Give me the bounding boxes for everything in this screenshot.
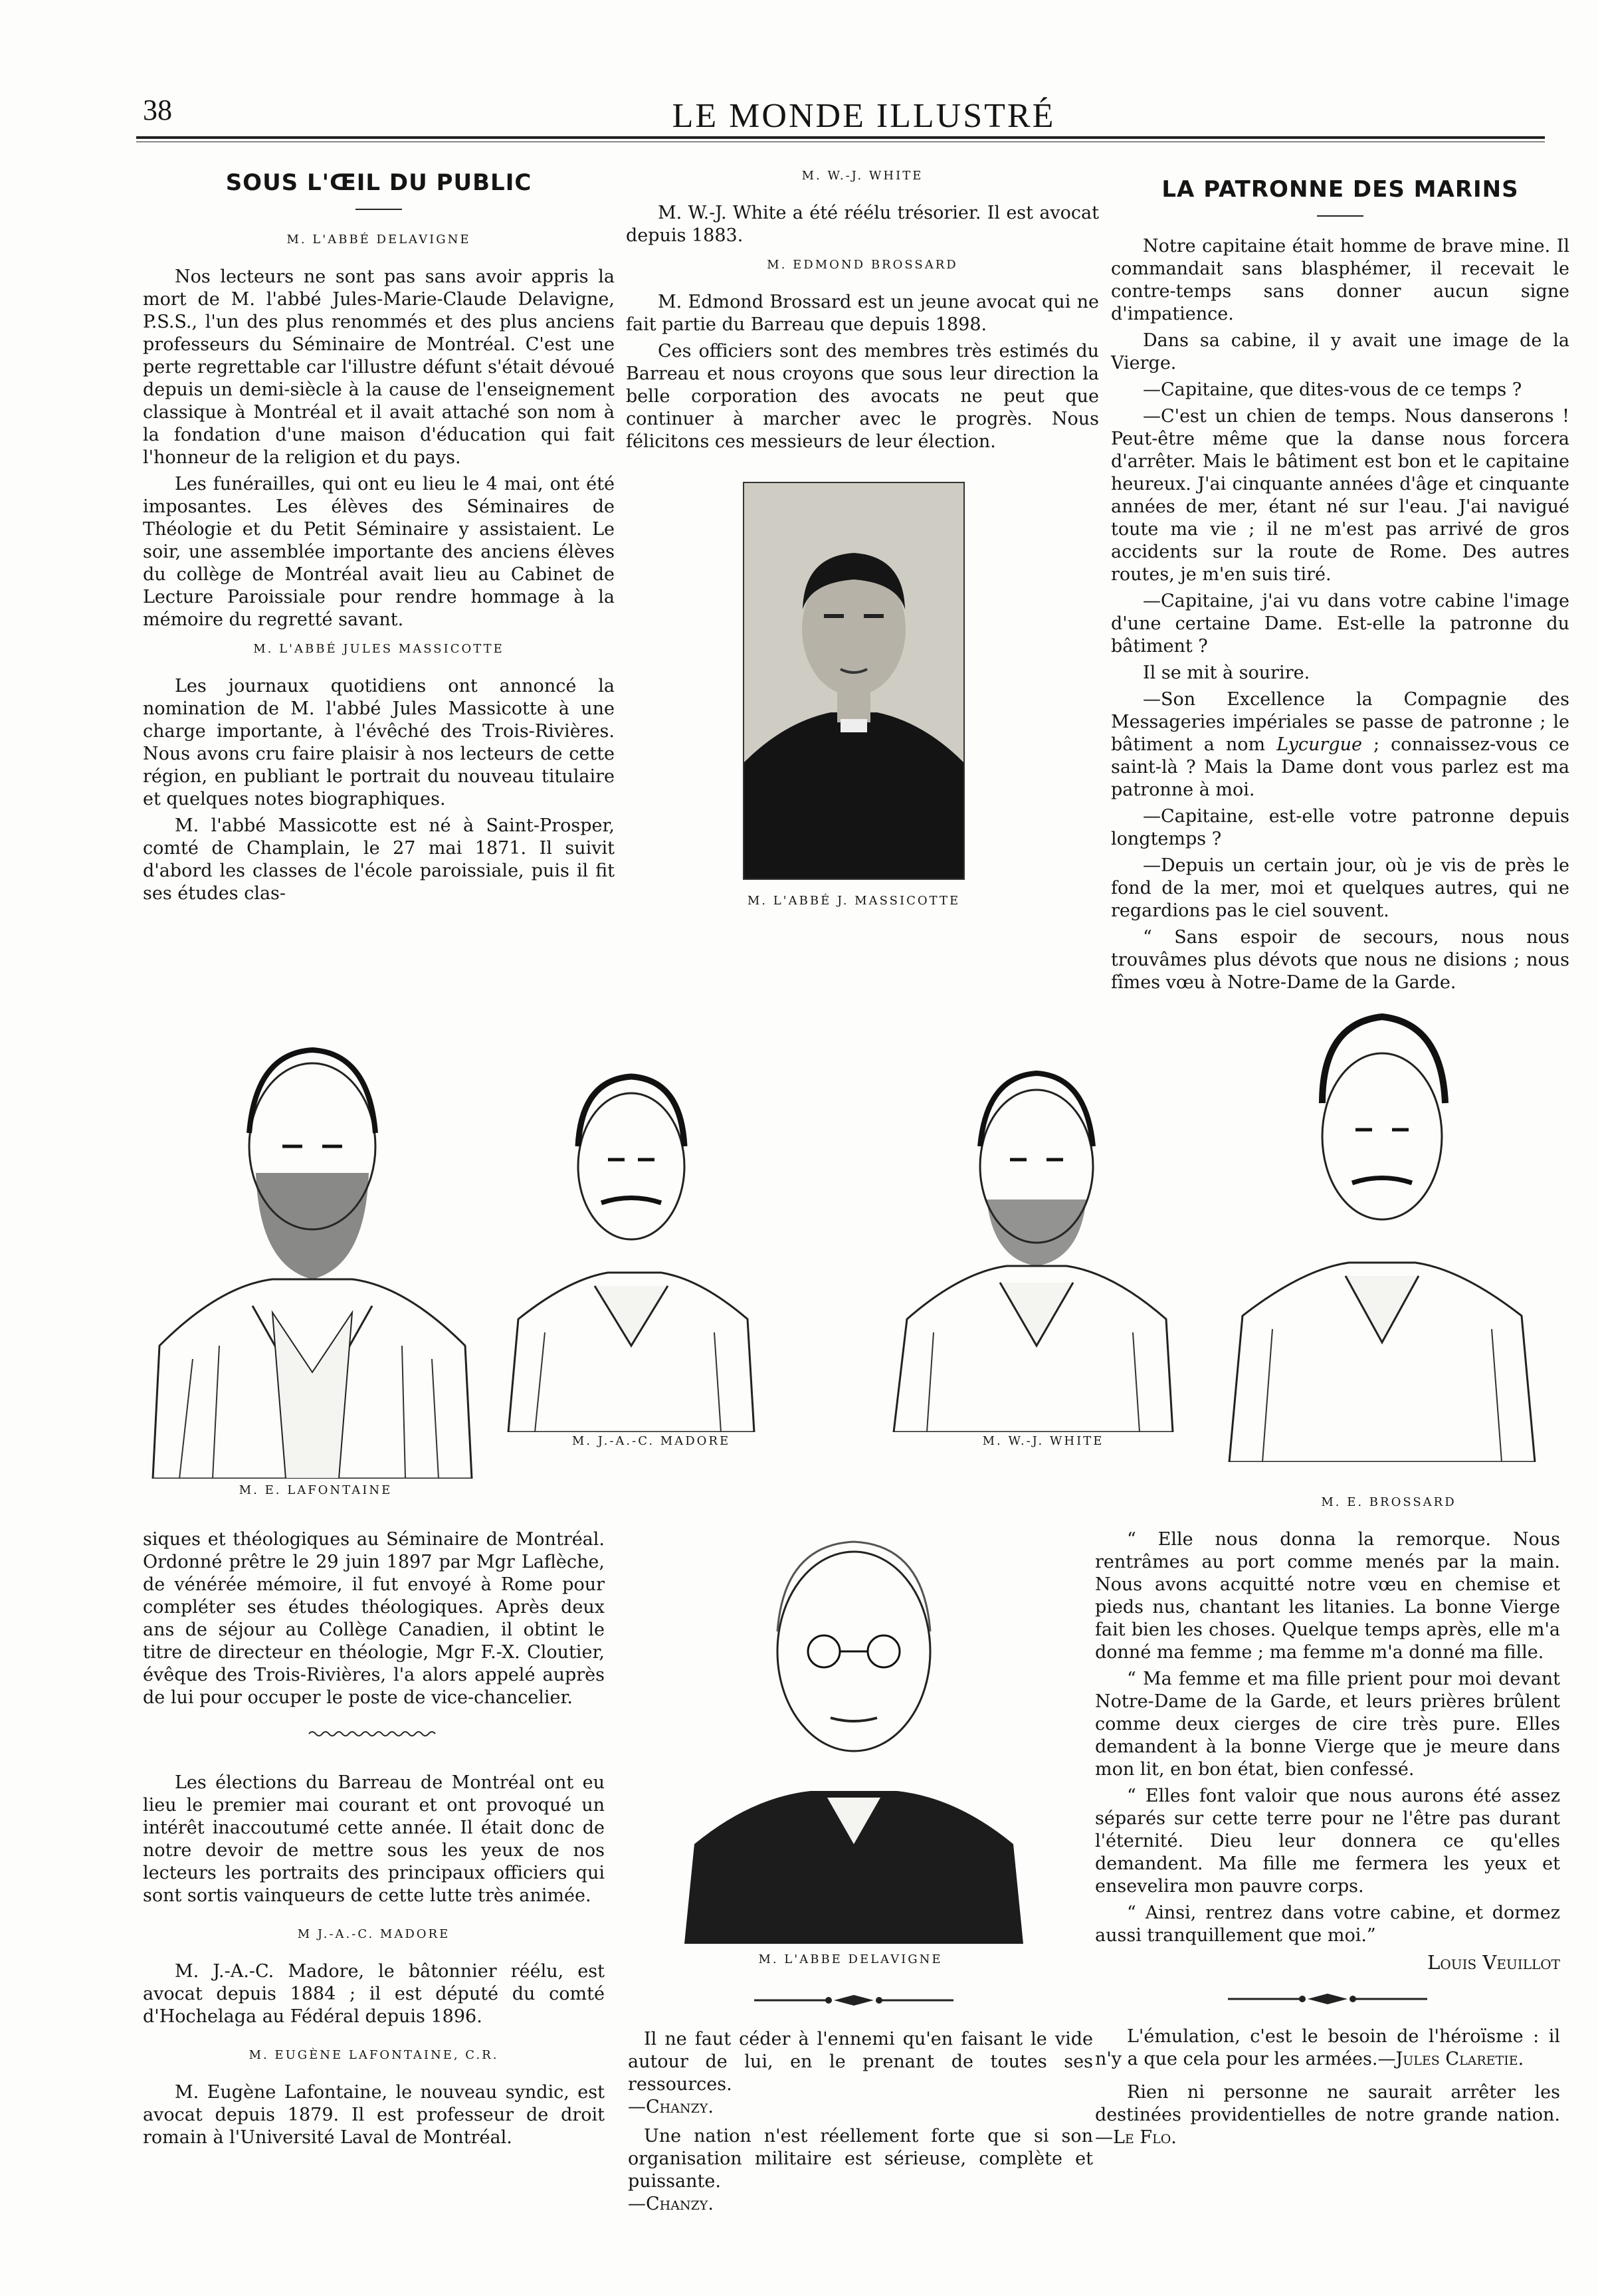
caption-madore: M. J.-A.-C. MADORE [571, 1434, 731, 1448]
left-column-top [143, 171, 615, 909]
quote-author: —Le Flo. [1095, 2127, 1177, 2148]
subhead-brossard: M. EDMOND BROSSARD [767, 258, 958, 272]
paragraph: Nos lecteurs ne sont pas sans avoir appris la mort de M. l'abbé Jules-Marie-Claude Delavigne, P.S.S., l'un des plus renommés et des plus anciens professeurs du Séminaire de Montréal. C'est une perte regrettable car l'illustre défunt s'était dévoué depuis un demi-siècle à la cause de l'enseignement classique à Montréal et il avait attaché son nom à la fondation d'une maison d'éducation qui fait l'honneur de la religion et du pays. [143, 266, 615, 468]
quote-author: —Jules Claretie. [1377, 2049, 1524, 2069]
subhead-delavigne: M. L'ABBÉ DELAVIGNE [286, 233, 471, 247]
caption-white: M. W.-J. WHITE [982, 1434, 1104, 1448]
signature-veuillot: Louis Veuillot [1427, 1951, 1560, 1974]
caption-lafontaine: M. E. LAFONTAINE [239, 1483, 393, 1497]
paragraph: Les funérailles, qui ont eu lieu le 4 mai, ont été imposantes. Les élèves des Séminaires de Théologie et du Petit Séminaire y assistaient. Le soir, une assemblée importante des anciens élèves du collège de Montréal avait lieu au Cabinet de Lecture Paroissiale pour rendre hommage à la mémoire du regretté savant. [143, 474, 615, 630]
paragraph: —Depuis un certain jour, où je vis de près le fond de la mer, moi et quelques autres, qui ne regardions pas le ciel souvent. [1111, 855, 1569, 921]
quote-author: —Chanzy. [628, 2194, 714, 2214]
paragraph: Les journaux quotidiens ont annoncé la nomination de M. l'abbé Jules Massicotte à une charge importante, à l'évêché des Trois-Rivières. Nous avons cru faire plaisir à nos lecteurs de cette région, en publiant le portrait du nouveau titulaire et quelques notes biographiques. [143, 676, 615, 809]
ornament-divider [1095, 1992, 1560, 2006]
paragraph: Ces officiers sont des membres très estimés du Barreau et nous croyons que sous leur direction la belle corporation des avocats ne peut que continuer à marcher avec le progrès. Nous félicitons ces messieurs de leur élection. [626, 341, 1099, 452]
section-title-sous-loeil: SOUS L'ŒIL DU PUBLIC [225, 169, 532, 196]
paragraph: M. Edmond Brossard est un jeune avocat qui ne fait partie du Barreau que depuis 1898. [626, 292, 1099, 335]
paragraph: M. W.-J. White a été réélu trésorier. Il est avocat depuis 1883. [626, 203, 1099, 246]
portrait-brossard [1223, 970, 1542, 1462]
section-title-patronne: LA PATRONNE DES MARINS [1161, 176, 1519, 203]
wavy-divider [143, 1729, 605, 1738]
paragraph: —C'est un chien de temps. Nous danserons ! Peut-être même que la danse nous forcera d'arrêter. Mais le bâtiment est bon et le capitaine heureux. J'ai cinquante années d'âge et cinquante années de mer, étant né sur l'eau. J'ai navigué toute ma vie ; il ne m'est pas arrivé de gros accidents sur la route de Rome. Des autres routes, je m'en suis tiré. [1111, 406, 1569, 585]
subhead-madore: M J.-A.-C. MADORE [297, 1927, 450, 1941]
paragraph: “ Sans espoir de secours, nous nous trouvâmes plus dévots que nous ne disions ; nous fîmes vœu à Notre-Dame de la Garde. [1111, 927, 1569, 993]
quote-author: —Chanzy. [628, 2097, 714, 2117]
header-rule [136, 136, 1545, 139]
portrait-white [887, 1027, 1179, 1432]
subhead-lafontaine: M. EUGÈNE LAFONTAINE, C.R. [249, 2048, 499, 2062]
right-column-top [1111, 178, 1569, 998]
title-underline [355, 209, 402, 210]
middle-quotes [628, 2028, 1093, 2220]
paragraph: —Capitaine, que dites-vous de ce temps ? [1143, 379, 1522, 400]
paragraph: —Capitaine, j'ai vu dans votre cabine l'image d'une certaine Dame. Est-elle la patronne du bâtiment ? [1111, 591, 1569, 657]
quote: Rien ni personne ne saurait arrêter les destinées providentielles de notre grande nation.—Le Flo. [1095, 2082, 1560, 2148]
caption-massicotte: M. L'ABBÉ J. MASSICOTTE [747, 894, 961, 908]
paragraph: Il se mit à sourire. [1143, 663, 1310, 683]
masthead-title: LE MONDE ILLUSTRÉ [672, 97, 1056, 135]
caption-delavigne: M. L'ABBE DELAVIGNE [758, 1952, 943, 1966]
paragraph: “ Elles font valoir que nous aurons été assez séparés sur cette terre pour ne l'être pas durant l'éternité. Dieu leur donnera ce qu'elles demandent. Ma fille me fermera les yeux et ensevelira mon pauvre corps. [1095, 1786, 1560, 1897]
right-column-bottom [1095, 1528, 1560, 2153]
paragraph: “ Ainsi, rentrez dans votre cabine, et dormez aussi tranquillement que moi.” [1095, 1903, 1560, 1946]
paragraph: M. J.-A.-C. Madore, le bâtonnier réélu, est avocat depuis 1884 ; il est député du comté d'Hochelaga au Fédéral depuis 1896. [143, 1961, 605, 2027]
portrait-delavigne [678, 1499, 1030, 1944]
paragraph: “ Elle nous donna la remorque. Nous rentrâmes au port comme menés par la main. Nous avons acquitté notre vœu en chemise et pieds nus, chantant les litanies. La bonne Vierge fait bien les choses. Quelque temps après, elle m'a donné ma femme ; ma femme m'a donné ma fille. [1095, 1529, 1560, 1663]
paragraph: —Capitaine, est-elle votre patronne depuis longtemps ? [1111, 806, 1569, 849]
subhead-massicotte: M. L'ABBÉ JULES MASSICOTTE [253, 642, 504, 656]
title-underline [1317, 215, 1363, 217]
quote: Il ne faut céder à l'ennemi qu'en faisant le vide autour de lui, en le prenant de toutes ses ressources. [628, 2029, 1093, 2095]
paragraph: Dans sa cabine, il y avait une image de la Vierge. [1111, 330, 1569, 373]
portrait-madore [502, 1033, 761, 1432]
page-number: 38 [143, 94, 172, 126]
paragraph: Notre capitaine était homme de brave mine. Il commandait sans blasphémer, il recevait le contre-temps sans donner aucun signe d'impatience. [1111, 236, 1569, 324]
paragraph: M. Eugène Lafontaine, le nouveau syndic, est avocat depuis 1879. Il est professeur de droit romain à l'Université Laval de Montréal. [143, 2082, 605, 2148]
middle-column-top [626, 165, 1099, 457]
photo-massicotte [743, 482, 965, 880]
subhead-white: M. W.-J. WHITE [801, 169, 924, 183]
paragraph: siques et théologiques au Séminaire de Montréal. Ordonné prêtre le 29 juin 1897 par Mgr Laflèche, de vénérée mémoire, il fut envoyé à Rome pour compléter ses études théologiques. Après deux ans de séjour au Collège Canadien, il obtint le titre de directeur en théologie, Mgr F.-X. Cloutier, évêque des Trois-Rivières, l'a alors appelé auprès de lui pour occuper le poste de vice-chancelier. [143, 1529, 605, 1708]
paragraph: Les élections du Barreau de Montréal ont eu lieu le premier mai courant et ont provoqué un intérêt inaccoutumé cette année. Il était donc de notre devoir de mettre sous les yeux de nos lecteurs les portraits des principaux officiers qui sont sortis vainqueurs de cette lutte très animée. [143, 1772, 605, 1906]
caption-brossard: M. E. BROSSARD [1321, 1495, 1456, 1509]
quote: Une nation n'est réellement forte que si son organisation militaire est sérieuse, complète et puissante. [628, 2126, 1093, 2192]
ship-name: Lycurgue [1276, 734, 1362, 755]
paragraph: “ Ma femme et ma fille prient pour moi devant Notre-Dame de la Garde, et leurs prières brûlent comme deux cierges de cire très pure. Elles demandent à la bonne Vierge que je meure dans mon lit, en bon état, bien confessé. [1095, 1669, 1560, 1780]
portrait-lafontaine [140, 1000, 485, 1479]
left-column-bottom [143, 1528, 605, 2153]
paragraph: M. l'abbé Massicotte est né à Saint-Prosper, comté de Champlain, le 27 mai 1871. Il suivit d'abord les classes de l'école paroissiale, puis il fit ses études clas- [143, 815, 615, 904]
paragraph: —Son Excellence la Compagnie des Messageries impériales se passe de patronne ; le bâtiment a nom Lycurgue ; connaissez-vous ce saint-là ? Mais la Dame dont vous parlez est ma patronne à moi. [1111, 689, 1569, 800]
quote: L'émulation, c'est le besoin de l'héroïsme : il n'y a que cela pour les armées.—Jules Claretie. [1095, 2026, 1560, 2069]
ornament-divider [754, 1994, 953, 2007]
